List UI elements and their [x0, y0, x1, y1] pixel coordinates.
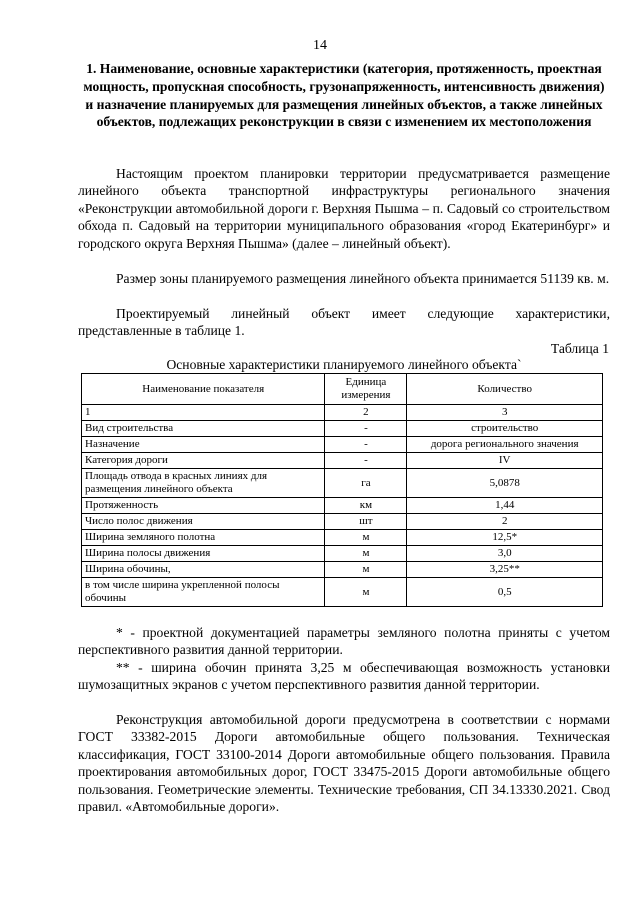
row-name: Ширина обочины,: [82, 562, 325, 578]
row-name: Назначение: [82, 437, 325, 453]
row-unit: га: [325, 469, 407, 498]
column-number: 1: [82, 405, 325, 421]
footnote-embankment: * - проектной документацией параметры земляного полотна приняты с учетом перспективного развития данной территории.: [78, 625, 610, 658]
row-unit: шт: [325, 514, 407, 530]
footnote-shoulders: ** - ширина обочин принята 3,25 м обеспечивающая возможность установки шумозащитных экранов с учетом перспективного развития данной территории.: [78, 660, 610, 693]
table-row: [82, 421, 603, 437]
section-heading: 1. Наименование, основные характеристики (категория, протяженность, проектная мощность, пропускная способность, грузонапряженность, интенсивность движения) и назначение планируемых для размещения линейных объектов, а также линейных объектов, подлежащих реконструкции в связи с изменением их местоположения: [83, 61, 605, 130]
row-unit: м: [325, 546, 407, 562]
table-row: [82, 514, 603, 530]
row-unit: м: [325, 578, 407, 607]
row-name: Число полос движения: [82, 514, 325, 530]
row-unit: км: [325, 498, 407, 514]
row-unit: -: [325, 437, 407, 453]
row-name: Ширина полосы движения: [82, 546, 325, 562]
row-name: Вид строительства: [82, 421, 325, 437]
characteristics-paragraph: Проектируемый линейный объект имеет следующие характеристики, представленные в таблице 1.: [78, 306, 610, 339]
row-unit: м: [325, 562, 407, 578]
characteristics-table: [81, 373, 603, 607]
row-value: 3,25**: [407, 562, 603, 578]
row-value: строительство: [407, 421, 603, 437]
row-name: Ширина земляного полотна: [82, 530, 325, 546]
page-number: 14: [313, 38, 327, 53]
table-row: [82, 453, 603, 469]
row-value: 12,5*: [407, 530, 603, 546]
header-unit: Единица измерения: [325, 374, 407, 405]
row-value: 3,0: [407, 546, 603, 562]
row-value: 5,0878: [407, 469, 603, 498]
row-value: 2: [407, 514, 603, 530]
row-name: Категория дороги: [82, 453, 325, 469]
table-header-row: [82, 374, 603, 405]
table-label: Таблица 1: [550, 341, 609, 356]
table-row: [82, 469, 603, 498]
column-numbers-row: [82, 405, 603, 421]
row-value: 1,44: [407, 498, 603, 514]
row-value: 0,5: [407, 578, 603, 607]
column-number: 3: [407, 405, 603, 421]
header-quantity: Количество: [407, 374, 603, 405]
row-name: Протяженность: [82, 498, 325, 514]
table-row: [82, 530, 603, 546]
table-row: [82, 562, 603, 578]
table-row: [82, 437, 603, 453]
row-unit: м: [325, 530, 407, 546]
row-value: дорога регионального значения: [407, 437, 603, 453]
header-indicator: Наименование показателя: [82, 374, 325, 405]
table-title: Основные характеристики планируемого линейного объекта`: [166, 357, 522, 372]
zone-size-paragraph: Размер зоны планируемого размещения линейного объекта принимается 51139 кв. м.: [116, 271, 610, 286]
row-name: Площадь отвода в красных линиях для размещения линейного объекта: [82, 469, 325, 498]
table-row: [82, 546, 603, 562]
table-row: [82, 578, 603, 607]
regulations-paragraph: Реконструкция автомобильной дороги предусмотрена в соответствии с нормами ГОСТ 33382-2015 Дороги автомобильные общего пользования. Техническая классификация, ГОСТ 33100-2014 Дороги автомобильные общего пользования. Правила проектирования автомобильных дорог, ГОСТ 33475-2015 Дороги автомобильные общего пользования. Геометрические элементы. Технические требования, СП 34.13330.2021. Свод правил. «Автомобильные дороги».: [78, 712, 610, 815]
intro-paragraph: Настоящим проектом планировки территории предусматривается размещение линейного объекта транспортной инфраструктуры регионального значения «Реконструкции автомобильной дороги г. Верхняя Пышма – п. Садовый со строительством обхода п. Садовый на территории муниципального образования «город Екатеринбург» и городского округа Верхняя Пышма» (далее – линейный объект).: [78, 166, 610, 251]
row-value: IV: [407, 453, 603, 469]
column-number: 2: [325, 405, 407, 421]
row-unit: -: [325, 421, 407, 437]
row-unit: -: [325, 453, 407, 469]
table-row: [82, 498, 603, 514]
row-name: в том числе ширина укрепленной полосы обочины: [82, 578, 325, 607]
